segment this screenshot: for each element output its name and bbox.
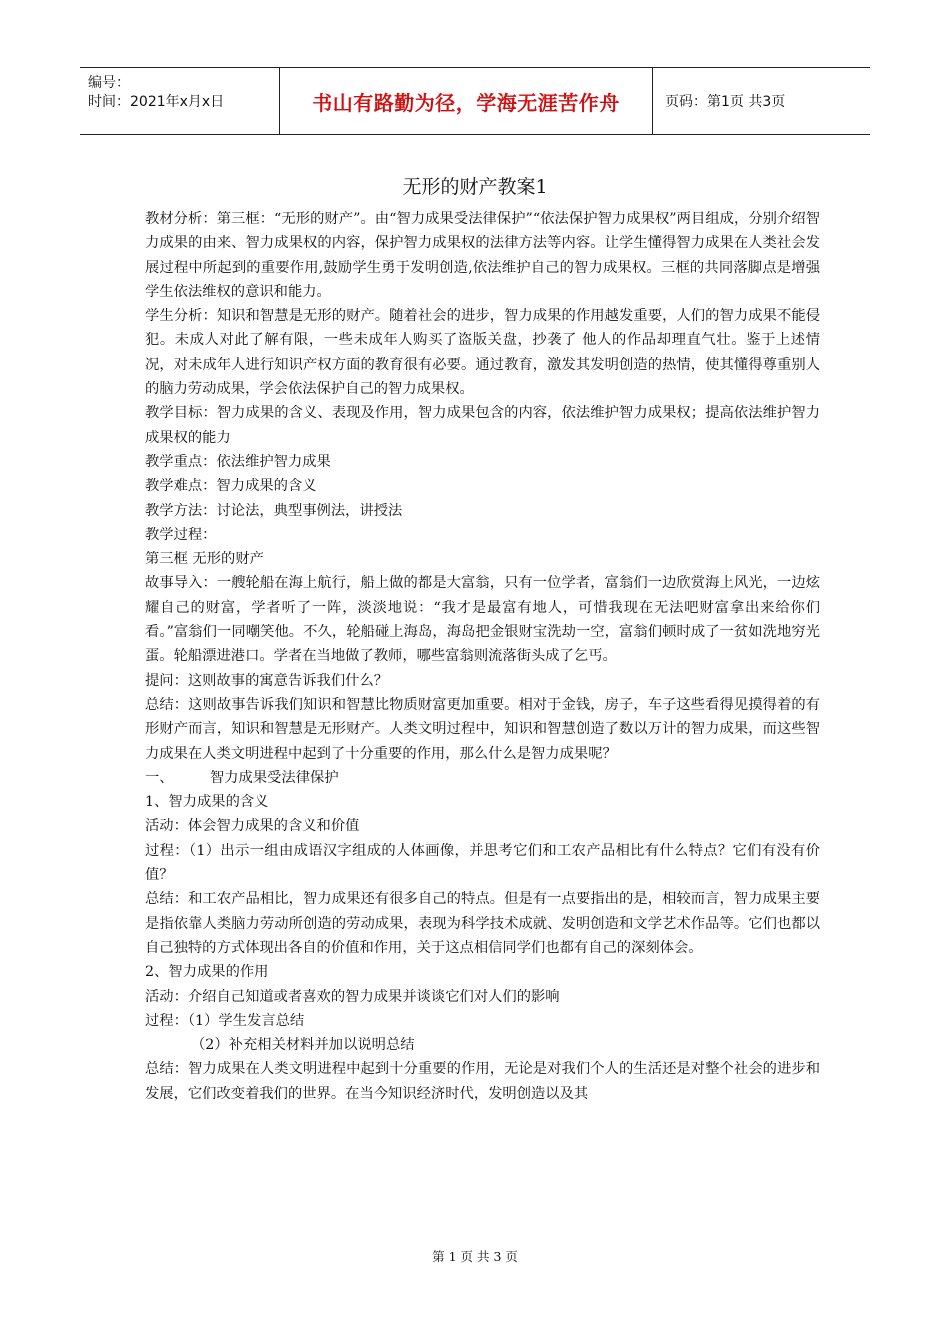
paragraph-textbook-analysis: 教材分析：第三框：“无形的财产”。由“智力成果受法律保护”“依法保护智力成果权”两目组成，分别介绍智力成果的由来、智力成果权的内容，保护智力成果权的法律方法等内容。让学生懂得智力成果在人类社会发展过程中所起到的重要作用,鼓励学生勇于发明创造,依法维护自己的智力成果权。三框的共同落脚点是增强学生依法维权的意识和能力。 (145, 211, 820, 300)
header-meta (80, 68, 280, 134)
document-body (145, 207, 820, 1106)
paragraph-activity-2: 活动：介绍自己知道或者喜欢的智力成果并谈谈它们对人们的影响 (145, 988, 560, 1005)
paragraph-student-analysis: 学生分析：知识和智慧是无形的财产。随着社会的进步，智力成果的作用越发重要，人们的智力成果不能侵犯。未成人对此了解有限，一些未成年人购买了盗版关盘，抄袭了 他人的作品却理直气壮。鉴于上述情况，对未成年人进行知识产权方面的教育很有必要。通过教育，激发其发明创造的热情，使其懂得尊重别人的脑力劳动成果，学会依法保护自己的智力成果权。 (145, 308, 820, 398)
paragraph-process-2: 过程：（1）学生发言总结 (145, 1012, 305, 1029)
header-motto: 书山有路勤为径，学海无涯苦作舟 (312, 90, 620, 115)
heading-part-one: 一、 智力成果受法律保护 (145, 769, 339, 786)
paragraph-process-label: 教学过程： (145, 526, 217, 543)
paragraph-summary-2: 总结：和工农产品相比，智力成果还有很多自己的特点。但是有一点要指出的是，相较而言，智力成果主要是指依靠人类脑力劳动所创造的劳动成果，表现为科学技术成就、发明创造和文学艺术作品等。它们也都以自己独特的方式体现出各自的价值和作用，关于这点相信同学们也都有自己的深刻体会。 (145, 891, 820, 956)
paragraph-process-1: 过程：（1）出示一组由成语汉字组成的人体画像，并思考它们和工农产品相比有什么特点？它们有没有价值？ (145, 842, 820, 884)
heading-2-role: 2、智力成果的作用 (145, 964, 269, 981)
paragraph-process-2b: （2）补充相关材料并加以说明总结 (191, 1037, 415, 1054)
paragraph-story-intro: 故事导入：一艘轮船在海上航行，船上做的都是大富翁，只有一位学者，富翁们一边欣赏海上风光，一边炫耀自己的财富，学者听了一阵，淡淡地说：“我才是最富有地人，可惜我现在无法吧财富拿出来给你们看。”富翁们一同嘲笑他。不久，轮船碰上海岛，海岛把金银财宝洗劫一空，富翁们顿时成了一贫如洗地穷光蛋。轮船漂进港口。学者在当地做了教师，哪些富翁则流落街头成了乞丐。 (145, 575, 820, 665)
paragraph-question: 提问：这则故事的寓意告诉我们什么？ (145, 672, 389, 689)
header-motto-cell (280, 68, 653, 134)
paragraph-teaching-goals: 教学目标：智力成果的含义、表现及作用，智力成果包含的内容，依法维护智力成果权；提高依法维护智力成果权的能力 (145, 405, 820, 446)
paragraph-section-title: 第三框 无形的财产 (145, 551, 264, 568)
paragraph-key-points: 教学重点：依法维护智力成果 (145, 453, 331, 470)
paragraph-activity-1: 活动：体会智力成果的含义和价值 (145, 818, 360, 835)
page-header (80, 67, 870, 135)
page-footer: 第 1 页 共 3 页 (432, 1249, 518, 1264)
document-number-label: 编号： (88, 75, 130, 91)
paragraph-summary-1: 总结：这则故事告诉我们知识和智慧比物质财富更加重要。相对于金钱，房子，车子这些看得见摸得着的有形财产而言，知识和智慧是无形财产。人类文明过程中，知识和智慧创造了数以万计的智力成果，而这些智力成果在人类文明进程中起到了十分重要的作用，那么什么是智力成果呢？ (145, 696, 820, 762)
document-date-label: 时间：2021年x月x日 (88, 94, 225, 110)
paragraph-summary-3: 总结：智力成果在人类文明进程中起到十分重要的作用，无论是对我们个人的生活还是对整个社会的进步和发展，它们改变着我们的世界。在当今知识经济时代，发明创造以及其 (145, 1061, 820, 1102)
header-page-info: 页码：第1页 共3页 (665, 94, 786, 110)
paragraph-difficulties: 教学难点：智力成果的含义 (145, 478, 317, 495)
paragraph-methods: 教学方法：讨论法，典型事例法，讲授法 (145, 502, 403, 519)
heading-1-meaning: 1、智力成果的含义 (145, 794, 269, 811)
document-title: 无形的财产教案1 (402, 176, 548, 198)
